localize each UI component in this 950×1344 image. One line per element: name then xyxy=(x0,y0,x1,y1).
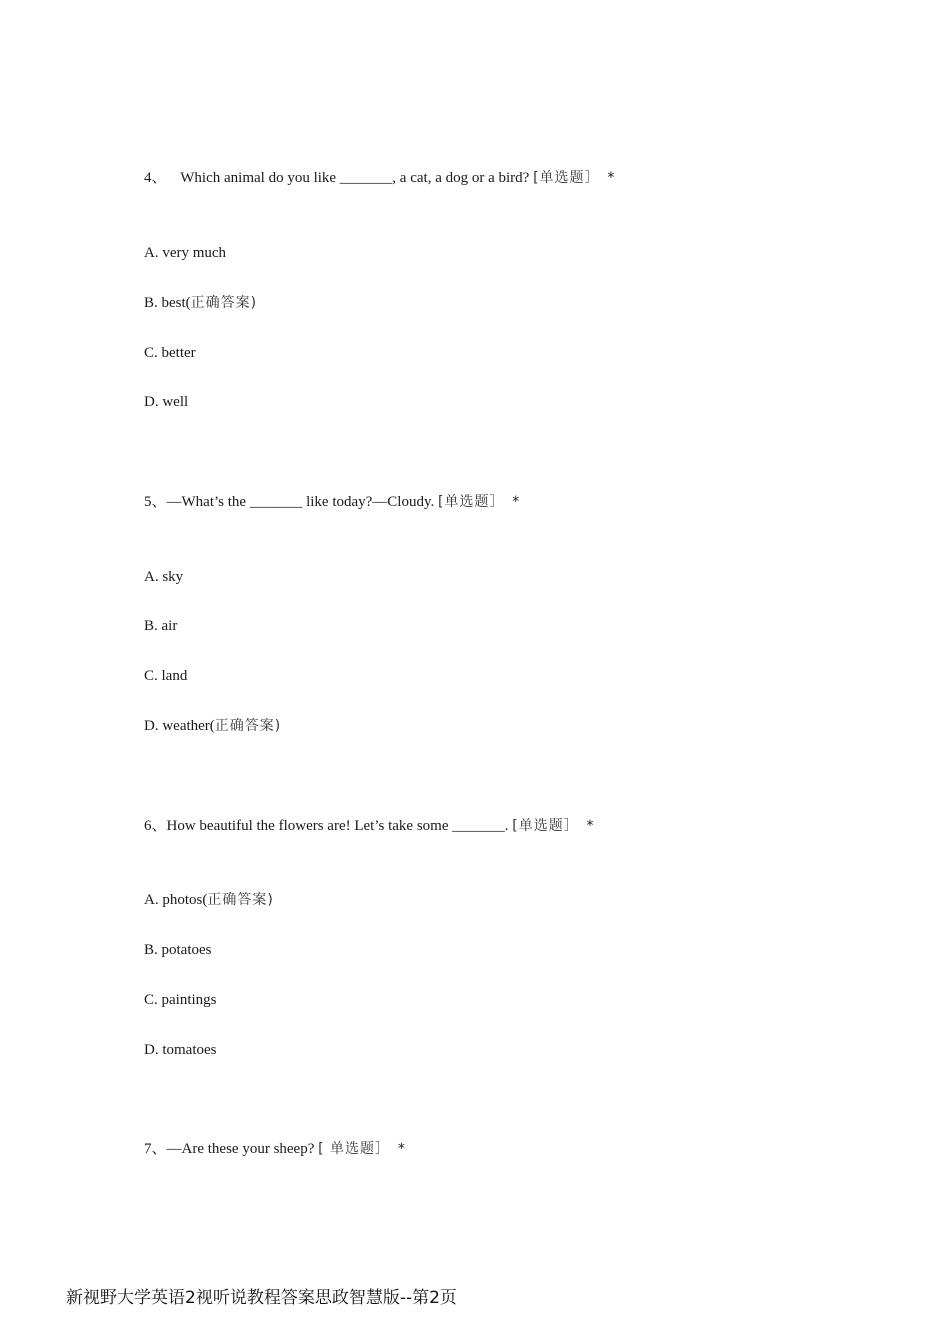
option-text: A. very much xyxy=(144,245,227,261)
option-a xyxy=(144,890,274,910)
question-type: [单选题］ xyxy=(512,818,579,834)
question-5 xyxy=(144,492,519,512)
option-text: B. air xyxy=(144,618,178,634)
required-marker: * xyxy=(512,494,520,510)
question-6 xyxy=(144,816,593,836)
question-number: 7、 xyxy=(144,1141,167,1157)
correct-answer-mark: 正确答案) xyxy=(207,892,274,908)
option-c xyxy=(144,666,187,686)
question-text: Which animal do you like _______, a cat, a dog or a bird? xyxy=(180,170,530,186)
option-text: D. weather( xyxy=(144,718,215,734)
option-text: C. land xyxy=(144,668,188,684)
option-text: C. paintings xyxy=(144,992,217,1008)
option-b xyxy=(144,616,177,636)
option-d xyxy=(144,392,188,412)
option-b xyxy=(144,940,212,960)
required-marker: * xyxy=(397,1141,405,1157)
page-footer: 新视野大学英语2视听说教程答案思政智慧版--第2页 xyxy=(66,1288,457,1308)
option-c xyxy=(144,990,217,1010)
required-marker: * xyxy=(586,818,594,834)
option-c xyxy=(144,343,196,363)
option-text: D. tomatoes xyxy=(144,1042,217,1058)
correct-answer-mark: 正确答案) xyxy=(214,718,282,734)
option-text: A. photos( xyxy=(144,892,208,908)
question-text: —What’s the _______ like today?—Cloudy. xyxy=(166,494,435,510)
option-text: B. best( xyxy=(144,295,191,311)
question-type: [ 单选题］ xyxy=(318,1141,391,1157)
option-a xyxy=(144,567,183,587)
question-number: 6、 xyxy=(144,818,167,834)
question-7 xyxy=(144,1139,405,1159)
question-number: 4、 xyxy=(144,170,167,186)
option-text: D. well xyxy=(144,394,189,410)
option-b xyxy=(144,293,257,313)
option-text: A. sky xyxy=(144,569,184,585)
question-number: 5、 xyxy=(144,494,167,510)
question-type: [单选题］ xyxy=(438,494,505,510)
option-a xyxy=(144,243,226,263)
option-text: B. potatoes xyxy=(144,942,212,958)
option-d xyxy=(144,716,281,736)
question-text: How beautiful the flowers are! Let’s take some _______. xyxy=(166,818,509,834)
question-text: —Are these your sheep? xyxy=(166,1141,315,1157)
correct-answer-mark: 正确答案) xyxy=(190,295,258,311)
question-4 xyxy=(144,168,614,188)
question-type: [单选题］ xyxy=(533,170,600,186)
option-d xyxy=(144,1040,217,1060)
option-text: C. better xyxy=(144,345,196,361)
required-marker: * xyxy=(607,170,615,186)
